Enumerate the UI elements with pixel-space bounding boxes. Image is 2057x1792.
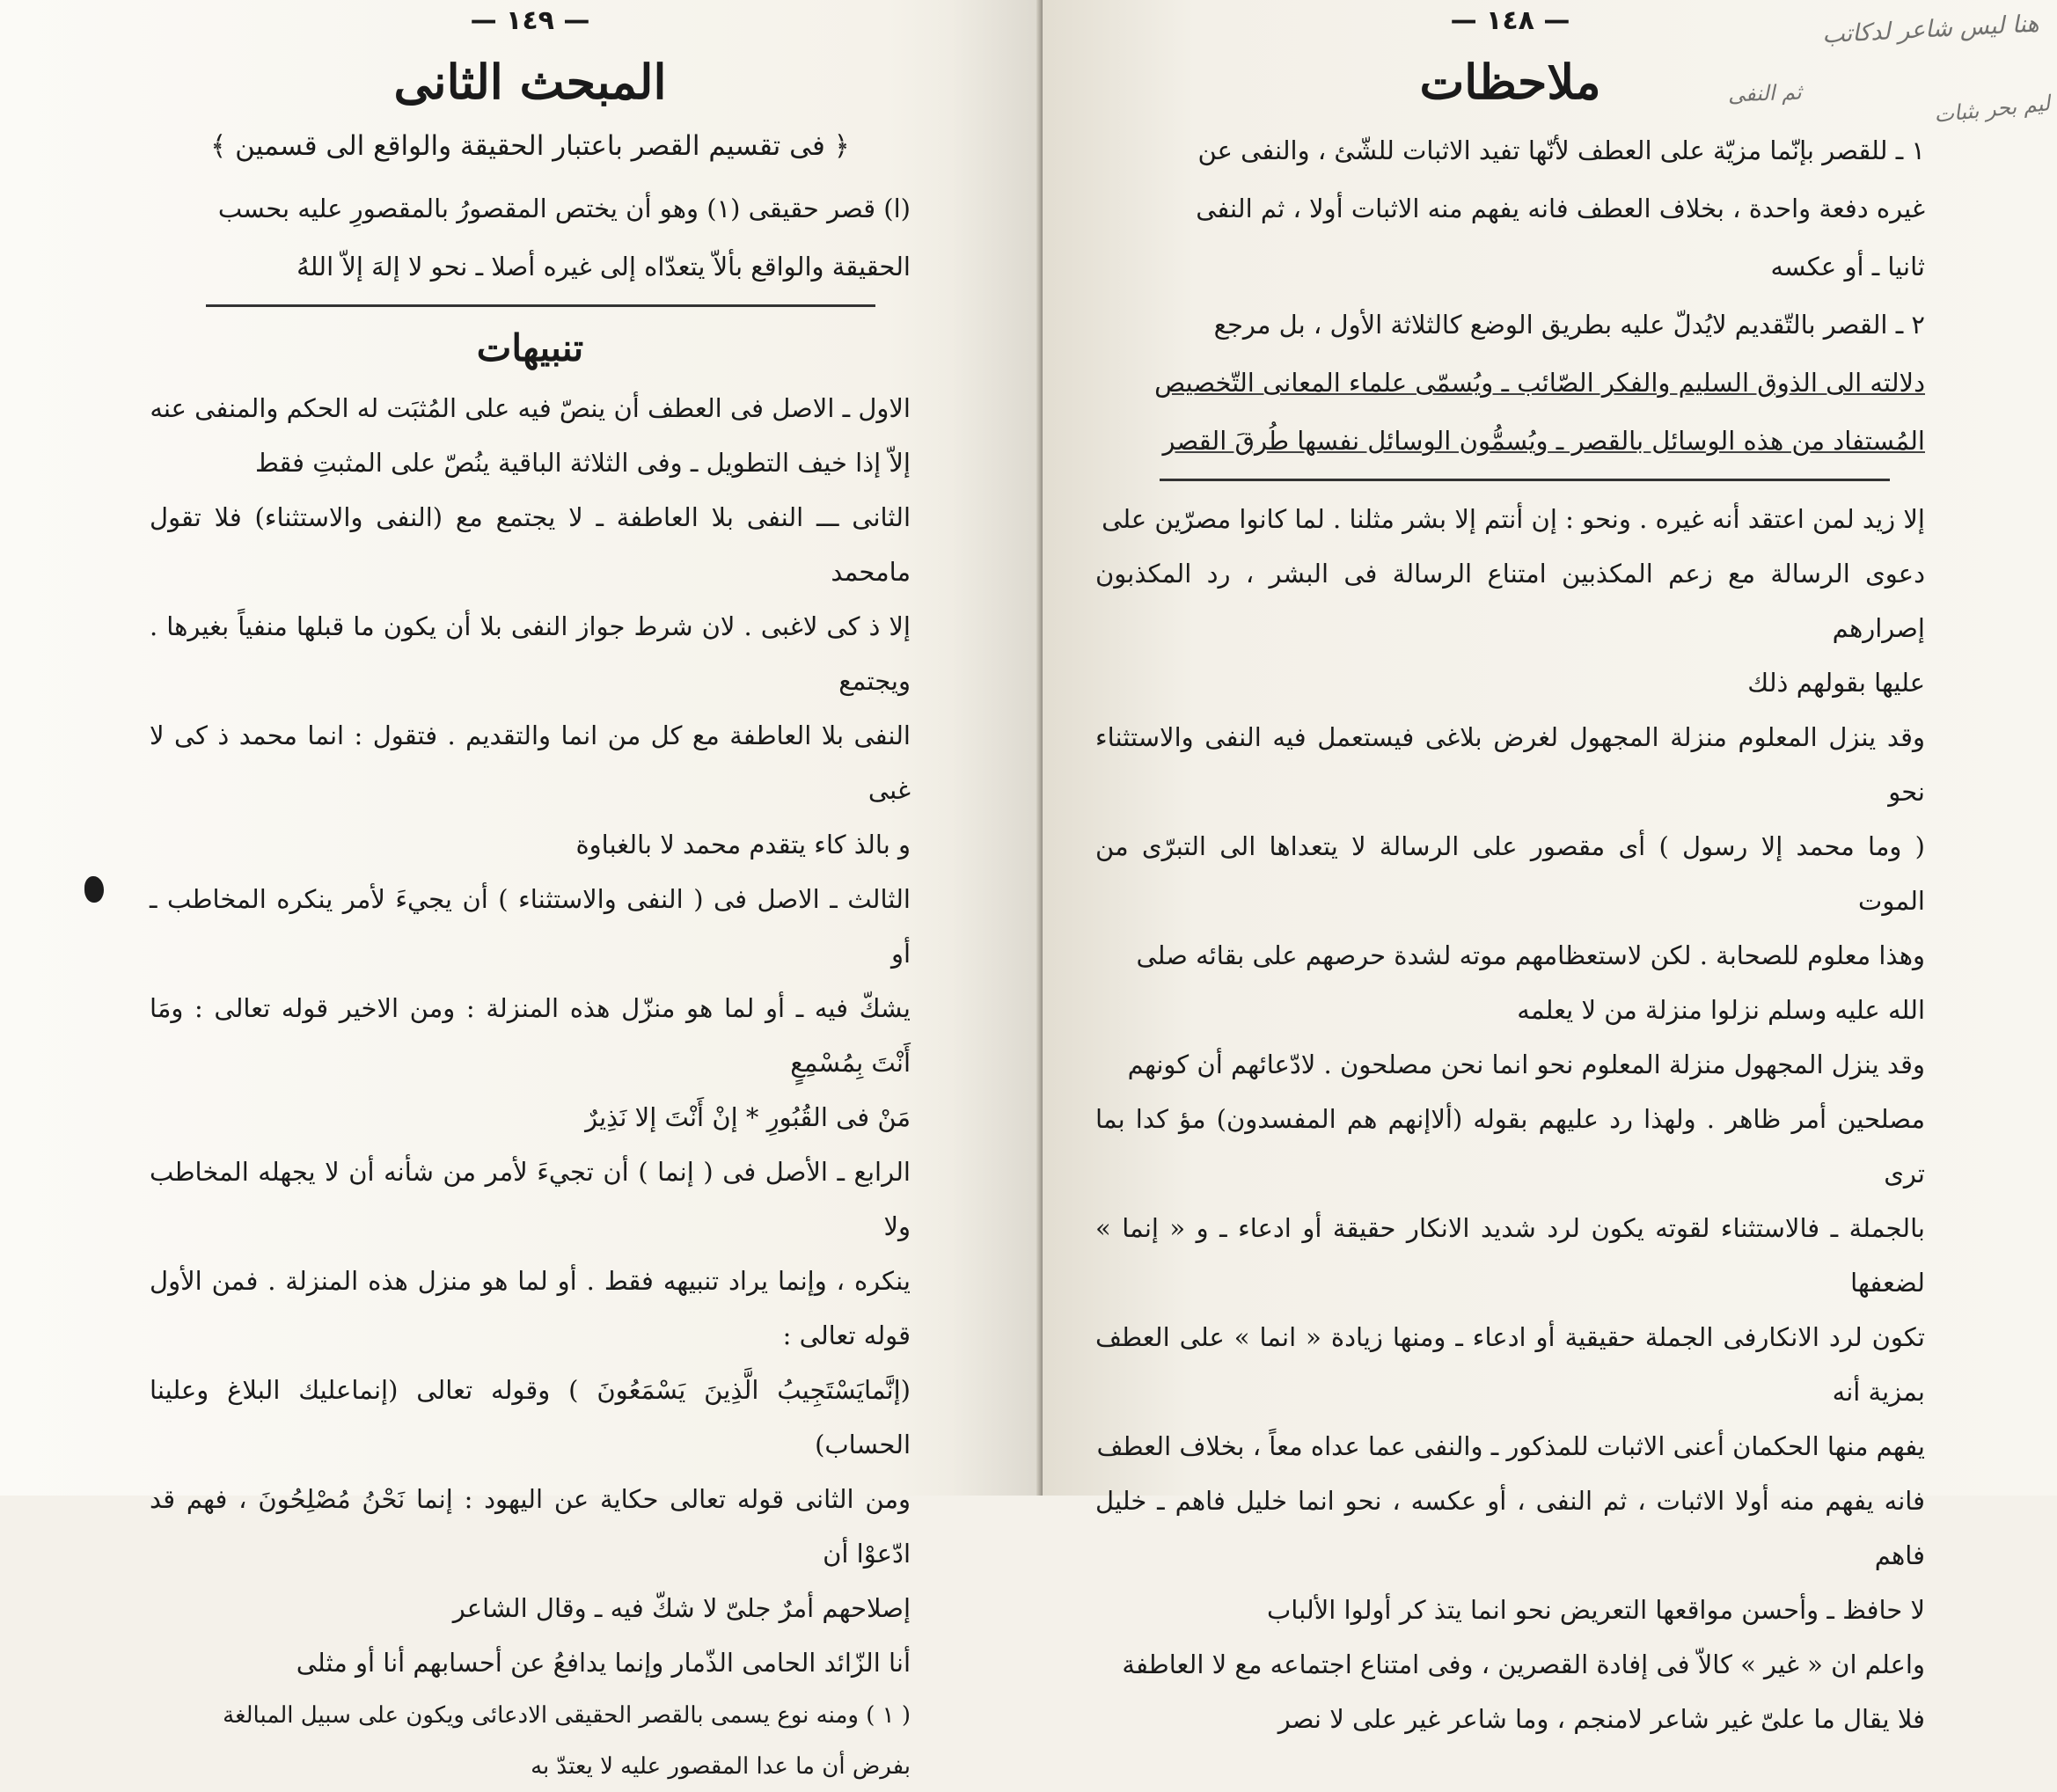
body-line: ثانيا ـ أو عكسه xyxy=(1770,252,1925,282)
body-line: دعوى الرسالة مع زعم المكذبين امتناع الرسالة فى البشر ، رد المكذبون إصرارهم xyxy=(1095,559,1925,643)
body-line: وقد ينزل المعلوم منزلة المجهول لغرض بلاغى فيستعمل فيه النفى والاستثناء نحو xyxy=(1095,722,1925,807)
body-line: و بالذ كاء يتقدم محمد لا بالغباوة xyxy=(575,830,911,859)
body-line: غيره دفعة واحدة ، بخلاف العطف فانه يفهم منه الاثبات أولا ، ثم النفى xyxy=(1196,194,1925,223)
body-line: الله عليه وسلم نزلوا منزلة من لا يعلمه xyxy=(1517,995,1925,1025)
body-line: ٢ ـ القصر بالتّقديم لايُدلّ عليه بطريق الوضع كالثلاثة الأول ، بل مرجع xyxy=(1213,310,1925,340)
body-line: إلا ذ كى لاغبى . لان شرط جواز النفى بلا أن يكون ما قبلها منفياً بغيرها . ويجتمع xyxy=(150,611,911,696)
section-divider xyxy=(206,304,875,307)
left-page-subtitle: ﴿ فى تقسيم القصر باعتبار الحقيقة والواقع الى قسمين ﴾ xyxy=(210,130,850,162)
body-line: (إنَّمايَسْتَجِيبُ الَّذِينَ يَسْمَعُونَ ) وقوله تعالى (إنماعليك البلاغ وعلينا الحساب) xyxy=(150,1375,911,1459)
body-line: وقد ينزل المجهول منزلة المعلوم نحو انما نحن مصلحون . لادّعائهم أن كونهم xyxy=(1127,1050,1925,1079)
body-line: وهذا معلوم للصحابة . لكن لاستعظامهم موته لشدة حرصهم على بقائه صلى xyxy=(1136,940,1925,970)
handwritten-note-side: ليم بحر بثبات xyxy=(1932,91,2052,128)
body-line: الاول ـ الاصل فى العطف أن ينصّ فيه على المُثبَت له الحكم والمنفى عنه xyxy=(150,393,911,423)
body-line: ( وما محمد إلا رسول ) أى مقصور على الرسالة لا يتعداها الى التبرّى من الموت xyxy=(1095,831,1925,916)
ink-blot xyxy=(84,876,104,903)
body-line: الثالث ـ الاصل فى ( النفى والاستثناء ) أن يجيءَ لأمر ينكره المخاطب ـ أو xyxy=(150,884,911,969)
body-line: إصلاحهم أمرٌ جلىّ لا شكّ فيه ـ وقال الشاعر xyxy=(452,1593,911,1623)
page-number-149: — ١٤٩ — xyxy=(470,5,590,36)
body-line: عليها بقولهم ذلك xyxy=(1747,668,1925,698)
right-page xyxy=(1043,0,2057,1734)
body-line-underlined: المُستفاد من هذه الوسائل بالقصر ـ ويُسمُّون الوسائل نفسها طُرقَ القصر xyxy=(1162,426,1925,456)
body-line: تكون لرد الانكارفى الجملة حقيقية أو ادعاء ـ ومنها زيادة « انما » على العطف بمزية أنه xyxy=(1095,1322,1925,1407)
intro-line: الحقيقة والواقع بألاّ يتعدّاه إلى غيره أصلا ـ نحو لا إلهَ إلاّ اللهُ xyxy=(296,252,911,282)
body-line: إلا زيد لمن اعتقد أنه غيره . ونحو : إن أنتم إلا بشر مثلنا . لما كانوا مصرّين على xyxy=(1102,504,1925,534)
body-line: ينكره ، وإنما يراد تنبيهه فقط . أو لما هو منزل هذه المنزلة . فمن الأول قوله تعالى : xyxy=(150,1266,911,1350)
footnote-line: ( ١ ) ومنه نوع يسمى بالقصر الحقيقى الادعائى ويكون على سبيل المبالغة xyxy=(223,1702,911,1729)
body-line: يفهم منها الحكمان أعنى الاثبات للمذكور ـ والنفى عما عداه معاً ، بخلاف العطف xyxy=(1096,1431,1925,1461)
poetry-line: أنا الزّائد الحامى الذّمار وإنما يدافعُ عن أحسابهم أنا أو مثلى xyxy=(296,1648,911,1678)
footnote-line: بفرض أن ما عدا المقصور عليه لا يعتدّ به xyxy=(531,1753,911,1780)
body-line: النفى بلا العاطفة مع كل من انما والتقديم . فتقول : انما محمد ذ كى لا غبى xyxy=(150,720,911,805)
body-line: فانه يفهم منه أولا الاثبات ، ثم النفى ، أو عكسه ، نحو انما خليل فاهم ـ خليل فاهم xyxy=(1095,1486,1925,1570)
body-line: يشكّ فيه ـ أو لما هو منزّل هذه المنزلة : ومن الاخير قوله تعالى : ومَا أَنْتَ بِمُسْمِعٍ xyxy=(150,993,911,1078)
handwritten-note-top: هنا ليس شاعر لدكاتب xyxy=(1821,10,2040,49)
body-line-underlined: دلالته الى الذوق السليم والفكر الصّائب ـ ويُسمّى علماء المعانى التّخصيص xyxy=(1154,368,1925,398)
body-line: بالجملة ـ فالاستثناء لقوته يكون لرد شديد الانكار حقيقة أو ادعاء ـ و « إنما » لضعفها xyxy=(1095,1213,1925,1298)
body-line: ومن الثانى قوله تعالى حكاية عن اليهود : إنما نَحْنُ مُصْلِحُونَ ، فهم قد ادّعوْا أن xyxy=(150,1484,911,1569)
body-line: لا حافظ ـ وأحسن مواقعها التعريض نحو انما يتذ كر أولوا الألباب xyxy=(1267,1595,1925,1625)
right-page-title: ملاحظات xyxy=(1419,54,1601,110)
body-line: الرابع ـ الأصل فى ( إنما ) أن تجيءَ لأمر من شأنه أن لا يجهله المخاطب ولا xyxy=(150,1157,911,1241)
left-page-title: المبحث الثانى xyxy=(393,54,667,110)
section-heading-notes: تنبيهات xyxy=(476,326,584,369)
page-number-148: — ١٤٨ — xyxy=(1450,5,1570,36)
body-line: الثانى ـــ النفى بلا العاطفة ـ لا يجتمع مع (النفى والاستثناء) فلا تقول مامحمد xyxy=(150,502,911,587)
body-line: واعلم ان « غير » كالاّ فى إفادة القصرين ، وفى امتناع اجتماعه مع لا العاطفة xyxy=(1122,1649,1925,1679)
body-line: مَنْ فى القُبُورِ * إنْ أَنْتَ إلا نَذِيرٌ xyxy=(585,1102,911,1132)
body-line: مصلحين أمر ظاهر . ولهذا رد عليهم بقوله (ألاإنهم هم المفسدون) مؤ كدا بما ترى xyxy=(1095,1104,1925,1189)
section-divider xyxy=(1160,479,1890,481)
body-line: فلا يقال ما علىّ غير شاعر لامنجم ، وما شاعر غير على لا نصر xyxy=(1277,1704,1925,1734)
intro-line: (ا) قصر حقيقى (١) وهو أن يختص المقصورُ بالمقصورِ عليه بحسب xyxy=(217,194,911,223)
body-line: إلاّ إذا خيف التطويل ـ وفى الثلاثة الباقية ينُصّ على المثبتِ فقط xyxy=(254,448,911,478)
handwritten-note-inline: ثم النفى xyxy=(1727,79,1803,107)
body-line: ١ ـ للقصر بإنّما مزيّة على العطف لأنّها تفيد الاثبات للشّئ ، والنفى عن xyxy=(1197,135,1925,165)
